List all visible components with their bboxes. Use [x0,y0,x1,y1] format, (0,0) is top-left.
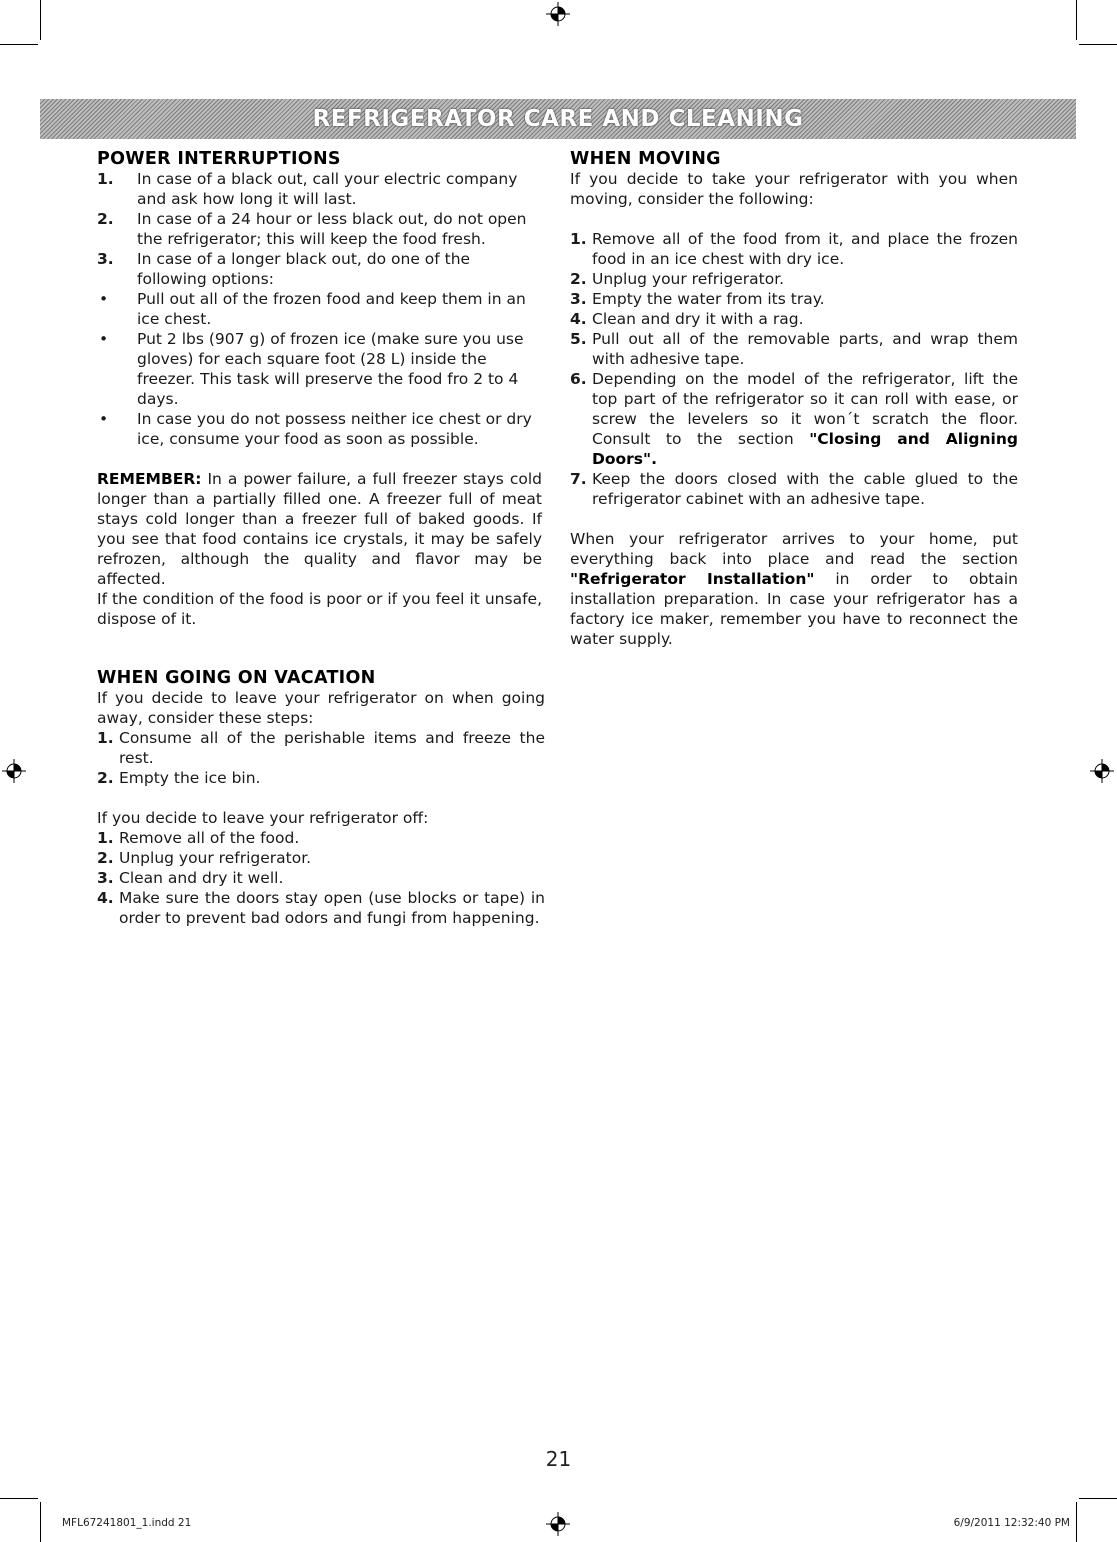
moving-section [570,149,1018,649]
list-item: 2. Empty the ice bin. [97,769,261,787]
crop-mark-bottom-right-v [1076,1502,1077,1542]
registration-mark-icon [1090,759,1114,783]
page-number: 21 [545,1447,572,1471]
crop-mark-bottom-left-h [0,1498,38,1499]
list-item: 6. Depending on the model of the refrigerator, lift the top part of the refrigerator so it can roll with ease, or screw the levelers so it won´t scratch the floor. Consult to the section "Closing and Aligning Doors". [570,370,1018,468]
list-item: 5. Pull out all of the removable parts, and wrap them with adhesive tape. [570,330,1018,368]
list-item: 1. Remove all of the food from it, and place the frozen food in an ice chest with dry ice. [570,230,1018,268]
bullet-item: • Put 2 lbs (907 g) of frozen ice (make sure you use gloves) for each square foot (28 L) inside the freezer. This task will preserve the food fro 2 to 4 days. [99,330,524,408]
list-item: 7. Keep the doors closed with the cable glued to the refrigerator cabinet with an adhesive tape. [570,470,1018,508]
remember-label: REMEMBER: [97,470,202,488]
list-item: 3. Empty the water from its tray. [570,290,825,308]
footer-timestamp: 6/9/2011 12:32:40 PM [953,1517,1070,1529]
footer-filename: MFL67241801_1.indd 21 [62,1517,192,1529]
list-item: 1. Consume all of the perishable items and freeze the rest. [97,729,545,767]
registration-mark-icon [546,1512,570,1536]
registration-mark-icon [2,759,26,783]
power-interruptions-section [97,149,542,629]
list-item: 4. Make sure the doors stay open (use blocks or tape) in order to prevent bad odors and fungi from happening. [97,889,545,927]
bullet-item: • Pull out all of the frozen food and keep them in an ice chest. [99,290,526,328]
crop-mark-top-right-h [1079,44,1117,45]
moving-intro: If you decide to take your refrigerator with you when moving, consider the following: [570,170,1018,208]
vacation-off-intro: If you decide to leave your refrigerator off: [97,809,429,827]
list-item: 1. Remove all of the food. [97,829,300,847]
list-item: 2. In case of a 24 hour or less black out, do not open the refrigerator; this will keep the food fresh. [97,210,527,248]
vacation-section [97,668,545,928]
section-banner [40,99,1076,139]
crop-mark-bottom-right-h [1079,1498,1117,1499]
list-item: 3. Clean and dry it well. [97,869,284,887]
moving-heading: WHEN MOVING [570,149,721,169]
list-item: 4. Clean and dry it with a rag. [570,310,804,328]
crop-mark-top-left-v [40,0,41,40]
list-item: 3. In case of a longer black out, do one of the following options: [97,250,471,288]
vacation-heading: WHEN GOING ON VACATION [97,668,376,688]
banner-title: REFRIGERATOR CARE AND CLEANING [312,106,804,132]
list-item: 2. Unplug your refrigerator. [570,270,785,288]
crop-mark-top-left-h [0,44,38,45]
arrival-paragraph: When your refrigerator arrives to your home, put everything back into place and read the section "Refrigerator Installation" in order to obtain installation preparation. In case your refrigerator has a factory ice maker, remember you have to reconnect the water supply. [570,530,1018,648]
crop-mark-top-right-v [1076,0,1077,40]
power-interruptions-heading: POWER INTERRUPTIONS [97,149,341,169]
unsafe-paragraph: If the condition of the food is poor or if you feel it unsafe, dispose of it. [97,590,542,628]
remember-paragraph: REMEMBER: In a power failure, a full freezer stays cold longer than a partially filled one. A freezer full of meat stays cold longer than a freezer full of baked goods. If you see that food contains ice crystals, it may be safely refrozen, although the quality and flavor may be affected. [97,470,542,588]
list-item: 1. In case of a black out, call your electric company and ask how long it will last. [97,170,518,208]
vacation-intro: If you decide to leave your refrigerator on when going away, consider these steps: [97,689,545,727]
list-item: 2. Unplug your refrigerator. [97,849,312,867]
registration-mark-icon [546,2,570,26]
bullet-item: • In case you do not possess neither ice chest or dry ice, consume your food as soon as possible. [99,410,532,448]
crop-mark-bottom-left-v [40,1502,41,1542]
